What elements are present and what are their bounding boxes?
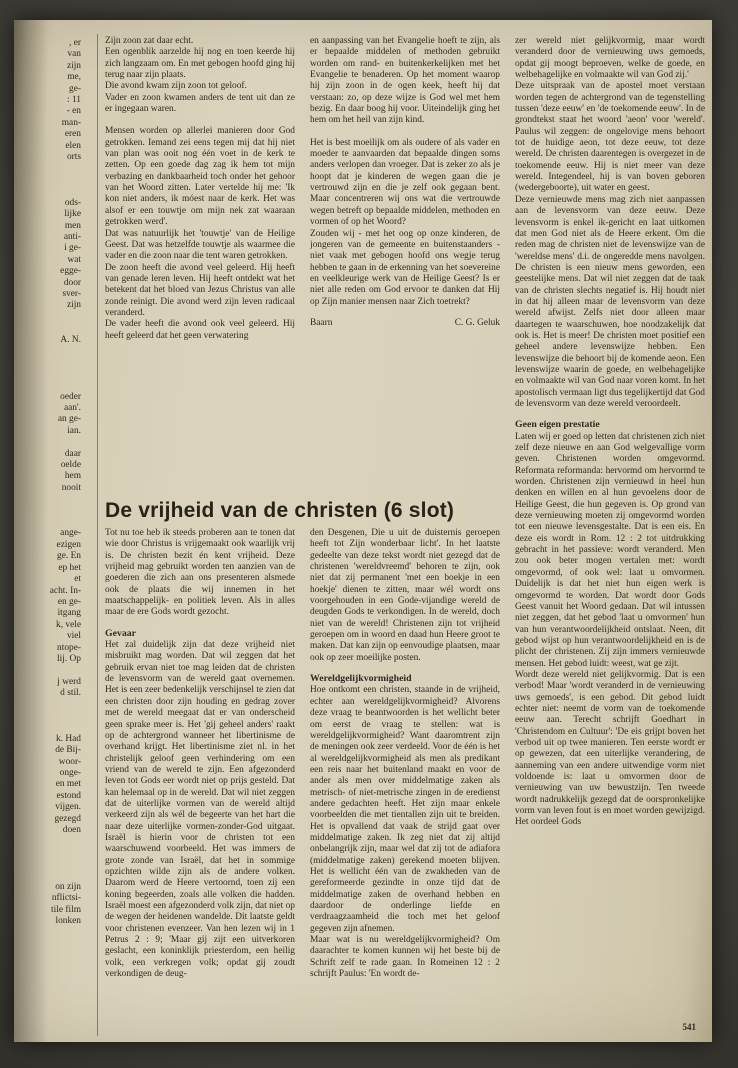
signoff-place: Baarn [310, 317, 333, 328]
paragraph: Zouden wij - met het oog op onze kinderen, de jongeren van de gemeente en buitenstaanders - niet vaak met gebogen hoofd ons wegje terug hebben te gaan in de erkenning van het soevereine en veelkleurige werk van de Heilige Geest? Is er niet alle reden om God ervoor te danken dat Hij op Zijn manier mensen naar Zich toetrekt? [310, 228, 500, 307]
gutter-fragment: viel [66, 631, 81, 642]
gutter-fragment: estond [56, 790, 81, 801]
top-article-column-1 [105, 36, 295, 488]
gutter-fragment [14, 175, 81, 186]
gutter-fragment: : 11 [67, 95, 81, 106]
gutter-fragment [14, 836, 81, 847]
gutter-fragment: sver- [62, 288, 81, 299]
gutter-fragment [14, 380, 81, 391]
gutter-fragment [14, 323, 81, 334]
gutter-fragment [14, 346, 81, 357]
gutter-fragment: ntope- [57, 642, 81, 653]
paragraph: Dat was natuurlijk het 'touwtje' van de Heilige Geest. Dat was hetzelfde touwtje als waarmee die vader en die zoon naar die tent waren getrokken. [105, 228, 295, 262]
paragraph: zer wereld niet gelijkvormig, maar wordt veranderd door de vernieuwing uws gemoeds, opdat gij moogt beproeven, welke de goede, en welbehagelijke en volmaakte wil van God zij.' [515, 36, 705, 81]
gutter-fragment: en ge- [57, 596, 81, 607]
gutter-fragment: i ge- [64, 243, 81, 254]
gutter-fragment: men [64, 220, 81, 231]
gutter-fragment: gezegd [54, 813, 81, 824]
gutter-fragment: , er [69, 38, 81, 48]
section-heading: Wereldgelijkvormigheid [310, 673, 412, 685]
gutter-fragment: A. N. [60, 334, 81, 345]
gutter-fragment: zijn [66, 300, 81, 311]
gutter-fragment: eren [64, 129, 81, 140]
paragraph: Maar wat is nu wereldgelijkvormigheid? Om daarachter te komen kunnen wij het beste bij de Schrift zelf te rade gaan. In Romeinen 12 : 2 schrijft Paulus: 'En wordt de- [310, 935, 500, 980]
gutter-fragment: egge- [60, 266, 81, 277]
gutter-fragment [14, 506, 81, 517]
gutter-fragment: elen [65, 140, 81, 151]
paragraph: Die avond kwam zijn zoon tot geloof. [105, 81, 247, 92]
gutter-fragment: zijn [66, 60, 81, 71]
paragraph: Hoe ontkomt een christen, staande in de vrijheid, echter aan wereldgelijkvormigheid? Alvorens deze vraag te beantwoorden is het wellicht beter om eerst de vraag te stellen: wat is wereldgelijkvormigheid? Want daaromtrent zijn de meningen ook zeer verdeeld. Voor de één is het al wereldgelijkvormigheid als men als predikant een reis naar het buitenland maakt en voor de ander als men over middelmatige zaken als metrisch- of niet-metrische zingen in de eredienst andere gedachten heeft. Het zijn maar enkele voorbeelden die met tientallen zijn uit te breiden. Het is opvallend dat vaak de strijd gaat over middelmatige zaken. Ik zeg niet dat zij altijd onbelangrijk zijn, maar wel dat zij tot de adiafora (middelmatige zaken) gerekend moeten blijven. Het is wellicht één van de zwakheden van de gereformeerde gezindte in onze tijd dat de middelmatige zaken de overhand hebben en daardoor de onderlinge liefde en verdraagzaamheid die toch met het geloof gegeven zijn afnemen. [310, 685, 500, 934]
gutter-fragment: et [74, 574, 81, 585]
gutter-fragment: van [67, 49, 81, 60]
gutter-fragment: doen [62, 825, 81, 836]
gutter-fragment: aan'. [63, 403, 81, 413]
gutter-fragment: ge. En [57, 551, 81, 562]
gutter-fragment: lij. Op [57, 653, 81, 664]
main-article-column-2 [310, 528, 500, 1022]
paragraph: Zijn zoon zat daar echt. [105, 36, 194, 46]
gutter-fragment: k, vele [56, 619, 81, 630]
gutter-fragment: j werd [57, 676, 81, 687]
gutter-fragment: me, [67, 72, 81, 83]
gutter-fragment: lonken [55, 916, 81, 927]
signoff-author: C. G. Geluk [454, 317, 500, 328]
gutter-fragment: man- [61, 117, 81, 128]
article-title: De vrijheid van de christen (6 slot) [105, 499, 455, 522]
gutter-fragment: ods- [64, 197, 81, 208]
gutter-fragment [14, 369, 81, 380]
gutter-fragment [14, 859, 81, 870]
main-article-column-1 [105, 528, 295, 1022]
gutter-fragment [14, 186, 81, 197]
gutter-fragment: lijke [64, 209, 81, 220]
gutter-fragment [14, 494, 81, 505]
section-heading: Geen eigen prestatie [515, 419, 600, 431]
gutter-fragment: k. Had [56, 733, 81, 744]
paragraph: Deze uitspraak van de apostel moet verstaan worden tegen de achtergrond van de tegenstelling tussen 'deze eeuw' en 'de toekomende eeuw'. In de grondtekst staat het woord 'aeon' voor 'wereld'. Paulus wil zeggen: de ongelovige mens behoort tot de huidige aeon, tot deze eeuw, tot deze wereld. De christen daarentegen is overgezet in de toekomende eeuw. Hij is niet meer van deze wereld. Integendeel, hij is van boven geboren (wedergeboorte), uit water en geest. [515, 81, 705, 194]
top-article-column-2 [310, 36, 500, 496]
gutter-fragment: ge- [69, 83, 81, 94]
page-number: 541 [682, 1022, 696, 1032]
gutter-fragment: an ge- [57, 414, 81, 425]
gutter-fragment: - en [66, 106, 81, 117]
paragraph: Een ogenblik aarzelde hij nog en toen keerde hij zich langzaam om. En met gebogen hoofd ging hij terug naar zijn plaats. [105, 47, 295, 81]
gutter-fragment [14, 700, 81, 711]
paragraph: en aanpassing van het Evangelie hoeft te zijn, als er bepaalde middelen of methoden gebruikt worden om rand- en buitenkerkelijken met het Evangelie te benaderen. Op het moment waarop hij zijn zoon in de ogen keek, heeft hij dat verstaan: zo, op deze wijze is God wel met hem bezig. En daar boog hij voor. Uiteindelijk ging het hem om het heil van zijn kind. [310, 36, 500, 126]
paragraph: Vader en zoon kwamen anders de tent uit dan ze er ingegaan waren. [105, 92, 295, 115]
paragraph: Het zal duidelijk zijn dat deze vrijheid niet misbruikt mag worden. Dat wil zeggen dat het gebruik ervan niet toe mag leiden dat de christen de levensvorm van de wereld gaat overnemen. Het is een zeer bedenkelijk verschijnsel te zien dat een christen door zijn houding en gedrag zover met de wereld meegaat dat er van onderscheid geen sprake meer is. Het 'gij geheel anders' raakt op de achtergrond wanneer het libertinisme de overhand krijgt. Het libertinisme ziet nl. in het christelijk geloof geen verhindering om een vriend van de wereld te zijn. Een afgezonderd leven tot Gods eer wordt niet op prijs gesteld. Dat kan helemaal op in de wereld. Dat wil niet zeggen dat de uiterlijke vormen van de wereld altijd verkeerd zijn als wél de begeerte van het hart die naar deze uiterlijke vormen-zonder-God uitgaat. Israël is hierin voor de christen tot een waarschuwend voorbeeld. Het was immers de grote zonde van Israël, dat het in sommige opzichten wilde zijn als de andere volken. Daarom werd de Heere vertoornd, toen zij een koning begeerden, zoals alle volken die hadden. Israël moest een afgezonderd volk zijn, dat niet op de wegen der heidenen wandelde. Dit laatste geldt voor christenen evenzeer. Van hen lezen wij in 1 Petrus 2 : 9; 'Maar gij zijt een uitverkoren geslacht, een koninklijk priesterdom, een heilig volk, een verkregen volk; opdat gij zoudt verkondigen de deug- [105, 640, 295, 980]
gutter-fragment: vijgen. [55, 802, 81, 813]
paragraph: Wordt deze wereld niet gelijkvormig. Dat is een verbod! Maar 'wordt veranderd in de vernieuwing uws gemoeds', is een gebod. Dit gebod luidt echter niet: neemt de vorm van de toekomende eeuw aan. Terecht schrijft Goedhart in 'Christendom en Cultuur': 'De eis grijpt boven het verbod uit op twee manieren. Ten eerste wordt er op gewezen, dat een uiterlijke verandering, de aanneming van een andere uitwendige vorm niet voldoende is: laat u omvormen door de vernieuwing van uw bewustzijn. Ten tweede wordt nadrukkelijk gezegd dat de oorspronkelijke vorm van leven fout is en moet worden gewijzigd. Het oordeel Gods [515, 669, 705, 828]
paragraph: den Desgenen, Die u uit de duisternis geroepen heeft tot Zijn wonderbaar licht'. In het laatste gedeelte van deze tekst wordt niet gezegd dat de christenen 'wereldvreemd' behoren te zijn, ook niet dat zij permanent 'met een boekje in een hoekje' dienen te zitten, maar wél wordt ons voorgehouden in een Gode-vijandige wereld de deugden Gods te verkondigen. In de wereld, doch niet van de wereld! Christenen zijn tot vrijheid geroepen om in woord en daad hun Heere groot te maken. Dat kan zijn op eenvoudige plaatsen, maar ook op zeer moeilijke posten. [310, 528, 500, 663]
gutter-fragment [14, 163, 81, 174]
paragraph: De vader heeft die avond ook veel geleerd. Hij heeft geleerd dat het geen verwatering [105, 319, 295, 341]
gutter-fragment [14, 722, 81, 733]
gutter-fragment [14, 357, 81, 368]
right-column [515, 36, 705, 1024]
gutter-fragment: orts [66, 152, 81, 163]
gutter-fragment: ange- [60, 528, 81, 539]
gutter-fragment: door [63, 277, 81, 288]
magazine-page [14, 20, 712, 1042]
gutter-fragment: hem [64, 471, 81, 482]
paragraph: Het is best moeilijk om als oudere of als vader en moeder te aanvaarden dat bepaalde dingen soms anders verlopen dan vroeger. Dat is zeker zo als je hoopt dat je kinderen de wegen gaan die je vertrouwd zijn en die je zelf ook gegaan bent. Maar concentreren wij ons wat die vertrouwde wegen betreft op bepaalde middelen, methoden en vormen of op het Woord? [310, 137, 500, 228]
gutter-fragment: en met [55, 779, 81, 790]
paragraph-gap [105, 115, 295, 126]
gutter-fragment: itgang [57, 608, 81, 619]
gutter-fragment: ezigen [56, 539, 81, 550]
paragraph: Tot nu toe heb ik steeds proberen aan te tonen dat wie door Christus is vrijgemaakt ook waarlijk vrij is. De christen bezit én kent vrijheid. Deze vrijheid mag gebruikt worden ten aanzien van de goederen die zich aan ons presenteren alsmede ook de plaats die wij innemen in het maatschappelijk- en politiek leven. Als in alles maar de ere Gods wordt gezocht. [105, 528, 295, 618]
gutter-fragment: nooit [61, 482, 81, 493]
gutter-fragment [14, 437, 81, 448]
gutter-fragment [14, 848, 81, 859]
gutter-fragment: wat [67, 254, 81, 265]
gutter-fragment: ep het [58, 562, 81, 573]
gutter-fragment: tile film [51, 904, 81, 915]
section-heading: Gevaar [105, 627, 137, 639]
gutter-fragment [14, 312, 81, 323]
gutter-fragment: nflictsi- [51, 893, 81, 904]
gutter-fragment [14, 711, 81, 722]
gutter-fragment: oelde [60, 460, 81, 471]
gutter-column-fragments [14, 38, 86, 1030]
gutter-fragment: onge- [59, 768, 81, 778]
column-rule [97, 34, 98, 1036]
gutter-fragment: de Bij- [55, 745, 81, 756]
article-signoff [310, 318, 500, 329]
gutter-fragment [14, 871, 81, 882]
gutter-fragment: ian. [67, 425, 81, 436]
paragraph: Mensen worden op allerlei manieren door God getrokken. Iemand zei eens tegen mij dat hij niet van plan was ooit nog één voet in de kerk te zetten. Op een goede dag zag ik hem tot mijn verbazing en dankbaarheid toch onder het gehoor van het Woord zitten. Later vertelde hij me: 'Ik kon niet anders, ik móest naar de kerk. Het was alsof er een touwtje om mijn nek zat waaraan getrokken werd'. [105, 126, 295, 228]
gutter-fragment [14, 665, 81, 676]
gutter-fragment: d stil. [60, 688, 81, 699]
gutter-fragment [14, 517, 81, 528]
gutter-fragment: anti- [63, 231, 81, 242]
paragraph: De zoon heeft die avond veel geleerd. Hij heeft van genade leren leven. Hij heeft ontdekt wat het betekent dat het bloed van Jezus Christus van alle zonde reinigt. Die avond werd zijn leven radicaal veranderd. [105, 262, 295, 318]
gutter-fragment: woor- [58, 756, 81, 767]
paragraph: Laten wij er goed op letten dat christenen zich niet zelf deze nieuwe en aan God welgevallige vorm geven. Christenen worden omgevormd. Reformata reformanda: hervormd om hervormd te worden. Christenen zijn vernieuwd in heel hun denken en willen en al hun gevoelens door de Heilige Geest, die hun gegeven is. Op grond van deze vernieuwing moeten zij omgevormd worden tot een nieuwe levensgestalte. Dat is een eis. En deze eis wordt in Rom. 12 : 2 tot uitdrukking gebracht in het passieve: wordt veranderd. Men zou ook beter mogen vertalen met: wordt omgevormd, of ook wel: laat u omvormen. Duidelijk is dat het niet hun eigen werk is omgevormd te worden. Dat wordt door Gods Geest vanuit het Woord gedaan. Dat wil intussen niet zeggen, dat het gebod 'laat u omvormen' hun van hun verantwoordelijkheid ontslaat. Neen, dit gebod wijst op hun verantwoordelijkheid en is de plicht der christenen. Zij zijn immers vernieuwde mensen. Het gebod luidt: weest, wat ge zijt. [515, 431, 705, 669]
gutter-fragment: acht. In- [49, 585, 81, 596]
paragraph-gap [310, 127, 500, 138]
gutter-fragment: oeder [60, 391, 81, 402]
gutter-fragment: on zijn [55, 882, 81, 893]
gutter-fragment: daar [64, 448, 81, 459]
paragraph: Deze vernieuwde mens mag zich niet aanpassen aan de levensvorm van deze eeuw. Deze levensvorm is enkel ik-gericht en laat uitkomen dat men God niet als de Heere erkent. Om die reden mag de christen niet de levenswijze van de 'wereldse mens' d.i. de ongeredde mens navolgen. De christen is een nieuw mens geworden, een geestelijke mens. Dat wil niet zeggen dat de taak van de christen slechts negatief is. Hij houdt niet in dat hij alleen maar de levensvorm van deze wereld afwijst. Zelfs niet door alleen maar daartegen te waarschuwen, hoe noodzakelijk dat ook is. Het is meer! De christen moet positief een geheel andere levenswijze hebben. Een levenswijze die behoort bij de komende aeon. Een levenswijze waarin de goede, en welbehagelijke en volmaakte wil van God naar voren komt. In het apostolisch vermaan ligt dus tegelijkertijd dat God de levensvorm van deze wereld veroordeelt. [515, 194, 705, 409]
